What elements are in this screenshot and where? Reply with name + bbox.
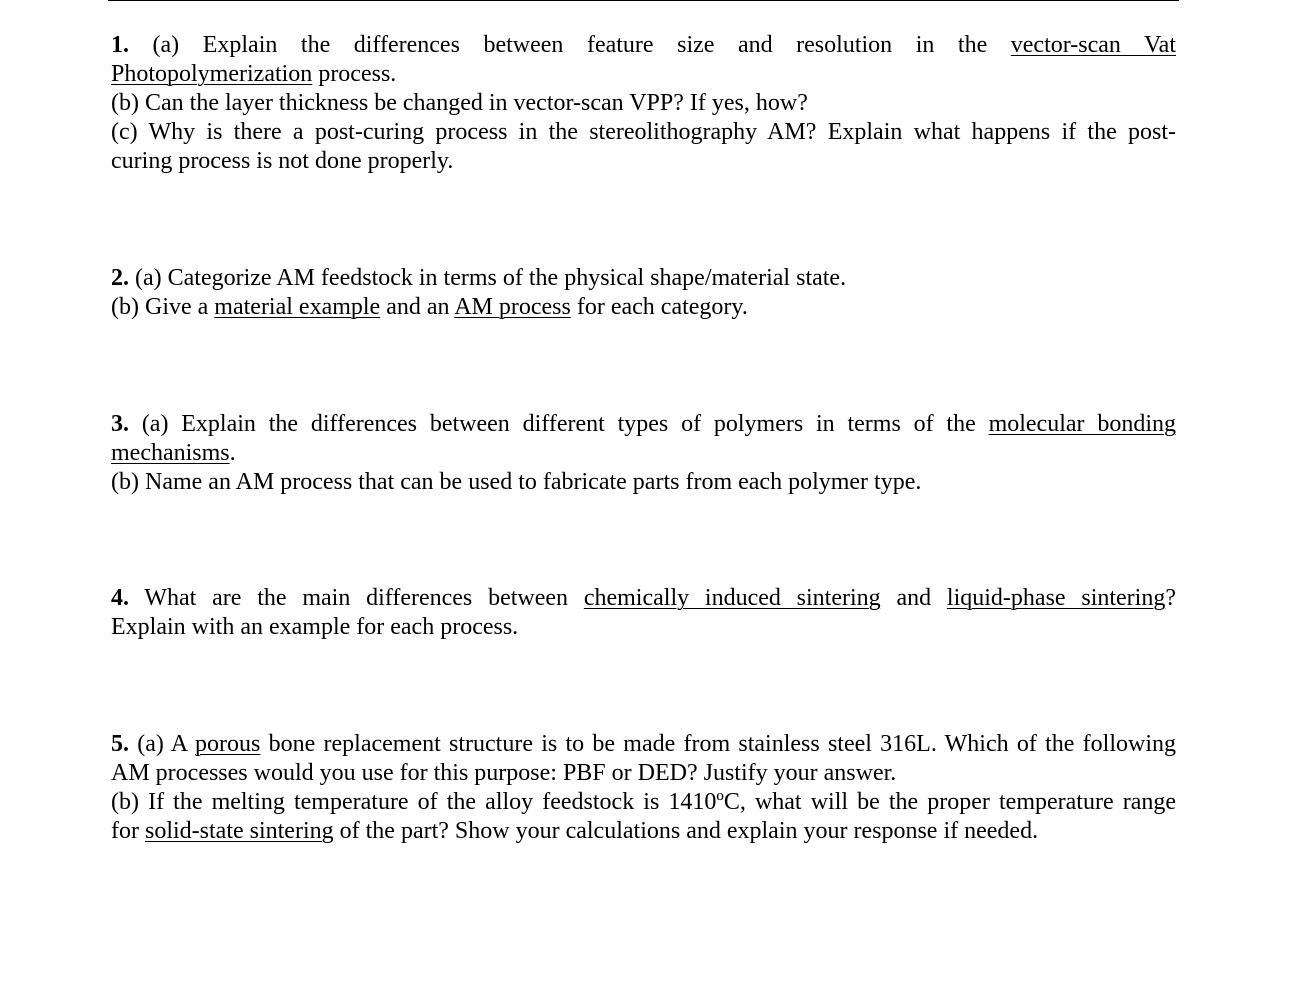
- q1-part-c: (c) Why is there a post-curing process in the stereolithography AM? Explain what happens if the post-: [111, 119, 1176, 145]
- question-5: [111, 730, 1176, 846]
- q3-underlined-term: molecular bonding: [988, 411, 1176, 437]
- question-2: [111, 264, 1176, 322]
- q1-line-2: [111, 60, 1176, 89]
- q1-part-c-cont: curing process is not done properly.: [111, 148, 454, 174]
- q2-part-b-text-2: and an: [380, 294, 455, 320]
- q3-underlined-term-cont: mechanisms: [111, 440, 230, 466]
- q3-part-a-text: (a) Explain the differences between different types of polymers in terms of the: [129, 411, 989, 437]
- q4-line-1: [111, 584, 1176, 613]
- q3-line-1: [111, 410, 1176, 439]
- q4-number: 4.: [111, 585, 129, 611]
- q4-text-1: What are the main differences between: [129, 585, 584, 611]
- q5-text-4: of the part? Show your calculations and explain your response if needed.: [333, 818, 1039, 844]
- q1-part-b: (b) Can the layer thickness be changed in vector-scan VPP? If yes, how?: [111, 90, 808, 116]
- q5-line-1: [111, 730, 1176, 759]
- q4-text-3: ?: [1165, 585, 1177, 611]
- q3-line-2: [111, 439, 1176, 468]
- q1-line-1: [111, 31, 1176, 60]
- q2-number: 2.: [111, 265, 129, 291]
- q5-part-b-cont: [111, 817, 1176, 846]
- q1-underlined-term-cont: Photopolymerization: [111, 61, 313, 87]
- q4-underlined-liquid: liquid-phase sintering: [946, 585, 1166, 611]
- q5-underlined-sintering: solid-state sintering: [144, 818, 334, 844]
- q2-part-b-text-1: (b) Give a: [111, 294, 215, 320]
- q5-text-2: bone replacement structure is to be made from stainless steel 316L. Which of the following: [260, 731, 1176, 757]
- q1-part-a-text: (a) Explain the differences between feature size and resolution in the: [129, 32, 1011, 58]
- q3-line-2-text: .: [229, 440, 236, 466]
- q3-part-b: (b) Name an AM process that can be used to fabricate parts from each polymer type.: [111, 469, 922, 495]
- q1-number: 1.: [111, 32, 129, 58]
- q5-number: 5.: [111, 731, 129, 757]
- q2-part-b-text-3: for each category.: [570, 294, 748, 320]
- question-1: [111, 31, 1176, 176]
- q2-part-b: [111, 293, 1176, 322]
- question-4: [111, 584, 1176, 642]
- q5-text-1: (a) A: [129, 731, 196, 757]
- q5-part-b: (b) If the melting temperature of the alloy feedstock is 1410ºC, what will be the proper temperature range: [111, 789, 1176, 815]
- q1-underlined-term: vector-scan Vat: [1010, 32, 1176, 58]
- q4-text-2: and: [880, 585, 947, 611]
- q2-part-a-text: (a) Categorize AM feedstock in terms of the physical shape/material state.: [129, 265, 847, 291]
- q5-underlined-porous: porous: [195, 731, 261, 757]
- q4-underlined-chemical: chemically induced sintering: [583, 585, 881, 611]
- q4-line-2: Explain with an example for each process.: [111, 614, 519, 640]
- q1-line-2-text: process.: [312, 61, 397, 87]
- question-3: [111, 410, 1176, 497]
- q2-underlined-material: material example: [214, 294, 381, 320]
- q5-line-2: AM processes would you use for this purpose: PBF or DED? Justify your answer.: [111, 760, 897, 786]
- q2-underlined-process: AM process: [454, 294, 571, 320]
- q5-text-3: for: [111, 818, 145, 844]
- top-rule: [108, 0, 1179, 1]
- q2-line-1: [111, 264, 1176, 293]
- q3-number: 3.: [111, 411, 129, 437]
